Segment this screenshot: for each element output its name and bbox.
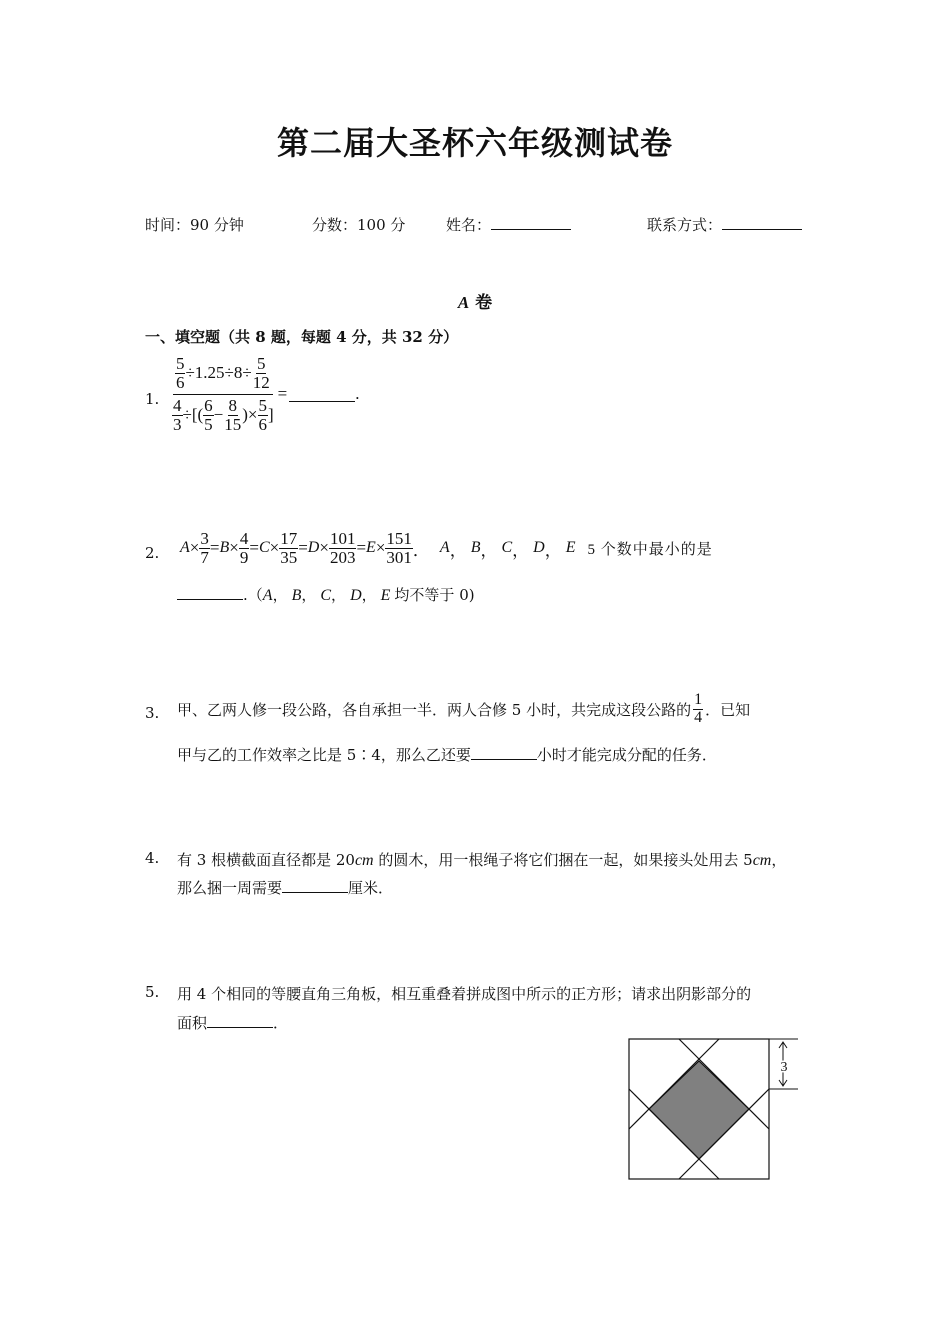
section-heading: A 卷 xyxy=(457,293,493,313)
name-blank[interactable] xyxy=(491,215,571,230)
exam-score: 分数：100 分 xyxy=(312,216,406,234)
q3-line1: 甲、乙两人修一段公路，各自承担一半．两人合修 5 小时，共完成这段公路的 $\frac{1}{4}$ ．已知 xyxy=(177,691,751,726)
q2-answer-blank[interactable] xyxy=(177,585,243,600)
q1-number: 1. xyxy=(145,390,160,408)
contact-field xyxy=(647,214,802,235)
name-field xyxy=(446,214,571,235)
q4-answer-blank[interactable] xyxy=(282,878,348,893)
contact-label: 联系方式： xyxy=(647,216,723,234)
page-title: 第二届大圣杯六年级测试卷 xyxy=(276,124,673,162)
q1-numerator: $\frac{5}{6}$ ÷1.25÷8÷ $\frac{5}{12}$ xyxy=(173,355,273,395)
q2-line2: .（ A ， B ， C ， D ， E 均不等于 0) xyxy=(177,584,475,605)
q1-expression: $\frac{5}{6}$ ÷1.25÷8÷ $\frac{5}{12}$ $\frac{4}{3}$ ÷[( $\frac{6}{5}$ − $\frac{8}{15}$ )× $\frac{5}{6}$ ] = . xyxy=(173,354,360,434)
q4-line2: 那么捆一周需要 厘米． xyxy=(177,879,394,897)
q5-line2: 面积 ． xyxy=(177,1014,289,1032)
dimension-label: 3 xyxy=(780,1060,788,1075)
q5-number: 5. xyxy=(145,983,160,1001)
q4-line1: 有 3 根横截面直径都是 20cm 的圆木，用一根绳子将它们捆在一起，如果接头处用去 5cm， xyxy=(177,851,787,869)
q4-number: 4. xyxy=(145,849,160,867)
q1-answer-blank[interactable] xyxy=(289,387,355,402)
q3-answer-blank[interactable] xyxy=(471,745,537,760)
q2-expression: A × $\frac{3}{7}$ = B × $\frac{4}{9}$ = C × $\frac{17}{35}$ = D × $\frac{101}{203}$ = E × $\frac{151}{301}$ ． A ， B ， C ， D ， E 5 个数中最小的是 xyxy=(180,529,713,567)
q1-denominator: $\frac{4}{3}$ ÷[( $\frac{6}{5}$ − $\frac{8}{15}$ )× $\frac{5}{6}$ ] xyxy=(173,395,274,434)
shaded-square xyxy=(649,1061,749,1159)
q5-figure xyxy=(620,1030,810,1190)
q5-answer-blank[interactable] xyxy=(207,1013,273,1028)
q3-number: 3. xyxy=(145,704,160,722)
contact-blank[interactable] xyxy=(722,215,802,230)
q3-line2: 甲与乙的工作效率之比是 5∶4，那么乙还要 小时才能完成分配的任务． xyxy=(177,746,717,764)
exam-time: 时间：90 分钟 xyxy=(145,216,244,234)
part-one-heading: 一、填空题（共 8 题，每题 4 分，共 32 分） xyxy=(145,328,459,346)
name-label: 姓名： xyxy=(446,216,492,234)
q5-line1: 用 4 个相同的等腰直角三角板，相互重叠着拼成图中所示的正方形；请求出阴影部分的 xyxy=(177,985,752,1003)
q2-number: 2. xyxy=(145,544,160,562)
